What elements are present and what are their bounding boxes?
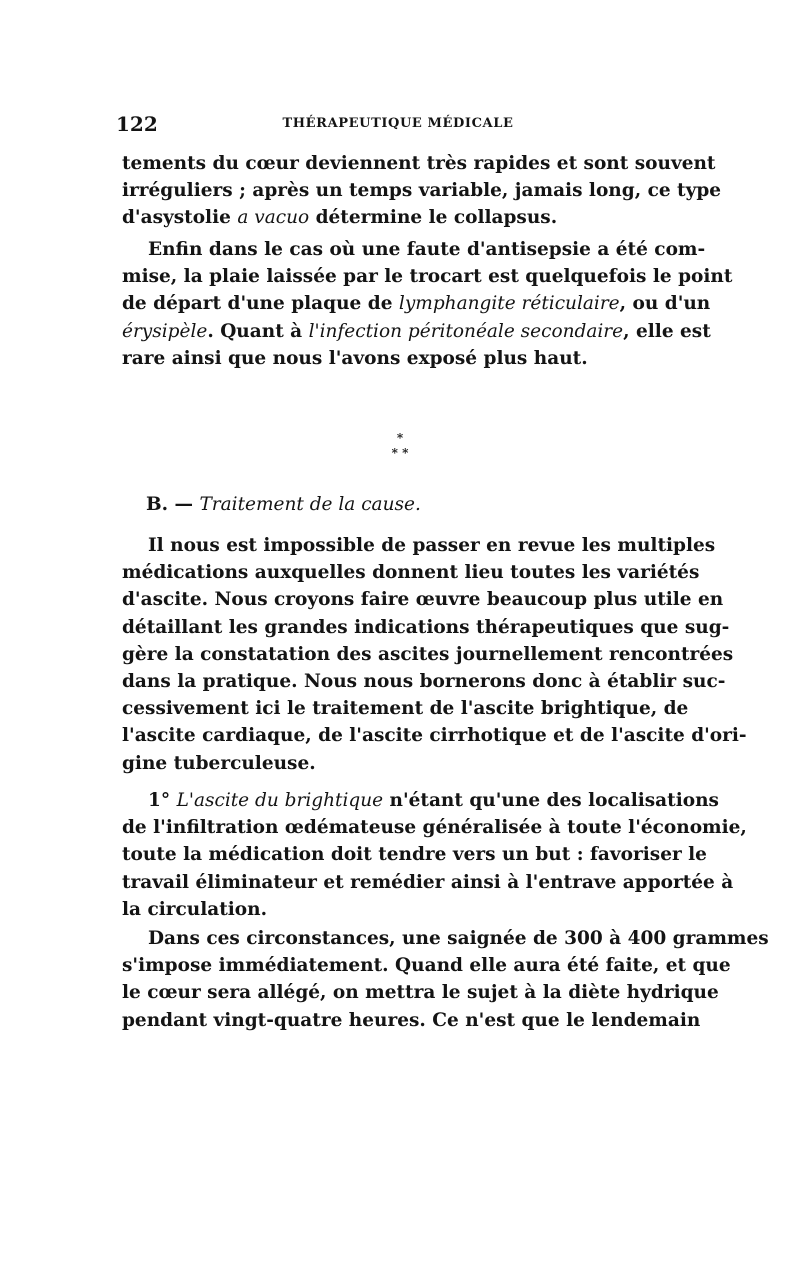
italic-term: l'infection péritonéale secondaire <box>308 320 624 342</box>
italic-term: L'ascite du brightique <box>176 790 384 811</box>
text-line: travail éliminateur et remédier ainsi à l'entrave apportée à <box>122 871 734 893</box>
text-line: 1° L'ascite du brightique n'étant qu'une des localisations <box>148 790 719 811</box>
running-title: THÉRAPEUTIQUE MÉDICALE <box>282 116 514 131</box>
text-line: le cœur sera allégé, on mettra le sujet à la diète hydrique <box>122 982 719 1004</box>
asterism-bottom: * * <box>391 446 409 460</box>
text-line: de l'infiltration œdémateuse généralisée à toute l'économie, <box>122 817 747 839</box>
italic-term: lymphangite réticulaire <box>398 293 620 315</box>
paragraph-saignee <box>122 925 769 1034</box>
text-line: Dans ces circonstances, une saignée de 300 à 400 grammes <box>148 928 769 949</box>
text-line: d'asystolie a vacuo détermine le collapsus. <box>122 207 558 229</box>
text-line: rare ainsi que nous l'avons exposé plus haut. <box>122 347 588 369</box>
text-line: cessivement ici le traitement de l'ascite brightique, de <box>122 698 689 720</box>
text-line: toute la médication doit tendre vers un but : favoriser le <box>122 844 707 866</box>
text-line: gine tuberculeuse. <box>122 752 316 774</box>
text-line: médications auxquelles donnent lieu toutes les variétés <box>122 562 700 584</box>
text-line: s'impose immédiatement. Quand elle aura été faite, et que <box>122 955 731 977</box>
paragraph-brightique <box>122 787 747 923</box>
italic-term: a vacuo <box>237 207 310 229</box>
text-line: tements du cœur deviennent très rapides et sont souvent <box>122 153 716 174</box>
page-header <box>116 112 680 136</box>
text-line: Il nous est impossible de passer en revue les multiples <box>148 535 716 556</box>
text-line: de départ d'une plaque de lymphangite réticulaire, ou d'un <box>122 293 711 315</box>
text-line: détaillant les grandes indications thérapeutiques que sug- <box>122 616 730 638</box>
section-title: Traitement de la cause. <box>199 494 421 515</box>
text-line: érysipèle. Quant à l'infection péritonéale secondaire, elle est <box>122 320 711 342</box>
text-line: irréguliers ; après un temps variable, jamais long, ce type <box>122 180 722 202</box>
text-line: mise, la plaie laissée par le trocart est quelquefois le point <box>122 266 733 288</box>
text-line: gère la constatation des ascites journellement rencontrées <box>122 643 734 665</box>
asterism-top: * <box>396 431 404 445</box>
text-line: d'ascite. Nous croyons faire œuvre beaucoup plus utile en <box>122 589 724 611</box>
text-line: l'ascite cardiaque, de l'ascite cirrhotique et de l'ascite d'ori- <box>122 725 747 747</box>
text-line: Enfin dans le cas où une faute d'antisepsie a été com- <box>148 239 706 260</box>
text-line: pendant vingt-quatre heures. Ce n'est que le lendemain <box>122 1009 701 1031</box>
text-line: la circulation. <box>122 898 268 920</box>
page-number: 122 <box>116 112 158 136</box>
italic-term: érysipèle <box>122 320 208 342</box>
paragraph-indications <box>122 532 747 777</box>
paragraph-infection <box>122 236 733 372</box>
paragraph-continued <box>122 150 722 232</box>
text-line: dans la pratique. Nous nous bornerons donc à établir suc- <box>122 670 726 692</box>
section-heading: B. — Traitement de la cause. <box>146 494 421 515</box>
